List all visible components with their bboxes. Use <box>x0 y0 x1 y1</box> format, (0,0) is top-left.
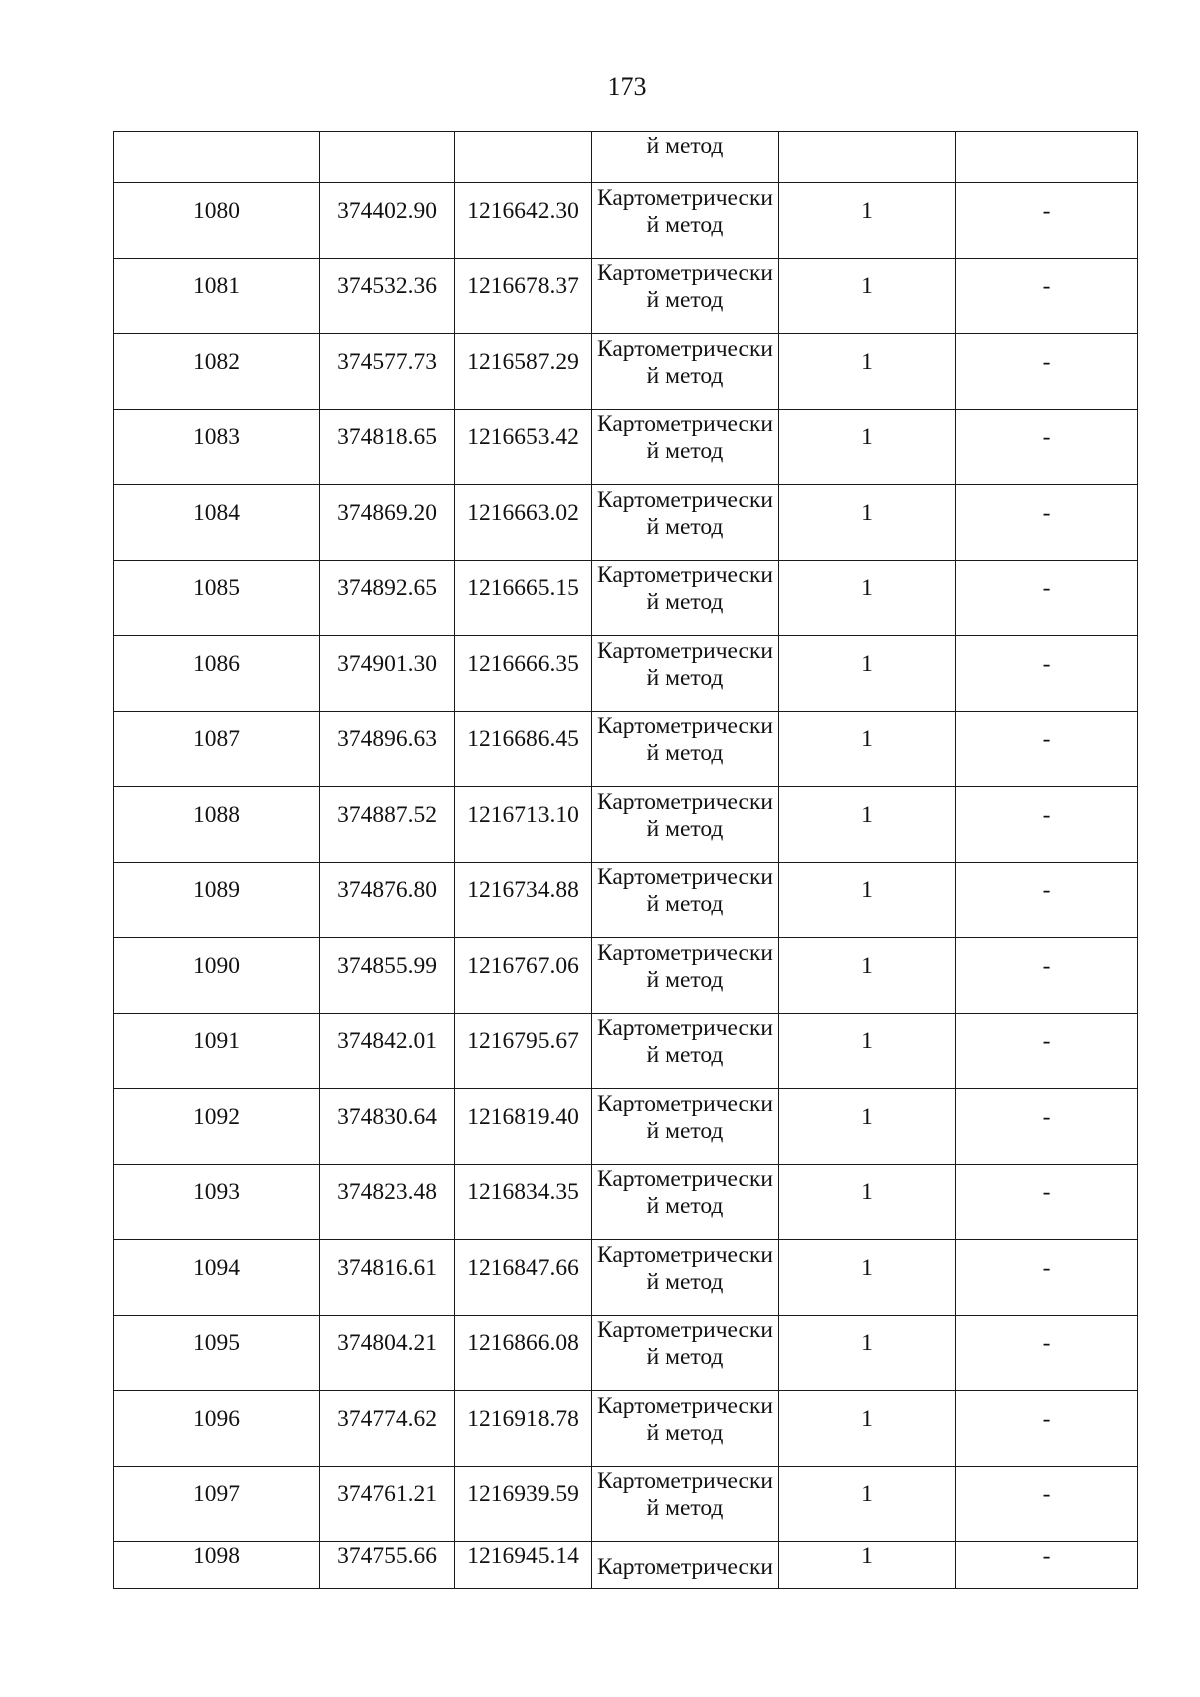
coordinates-table <box>113 131 1138 1589</box>
method-line: Картометрически <box>597 1317 773 1343</box>
coord-x: 374892.65 <box>337 575 437 601</box>
accuracy-cell <box>779 560 956 636</box>
accuracy-cell <box>779 183 956 259</box>
accuracy: 1 <box>861 348 873 375</box>
note-cell <box>956 1315 1138 1391</box>
method-line: й метод <box>646 1419 724 1446</box>
coord-x: 374755.66 <box>337 1542 437 1569</box>
point-number: 1097 <box>193 1481 240 1507</box>
method-line: Картометрически <box>597 1553 773 1580</box>
method-cell <box>592 1542 779 1589</box>
coord-y-cell <box>455 711 592 787</box>
table-row <box>114 1013 1138 1089</box>
table-row <box>114 1466 1138 1542</box>
method-cell <box>592 862 779 938</box>
coord-x-cell <box>320 1164 455 1240</box>
note-cell <box>956 1466 1138 1542</box>
accuracy: 1 <box>861 575 873 601</box>
point-number: 1093 <box>193 1179 240 1205</box>
method-line: Картометрически <box>597 1241 773 1268</box>
coord-y-cell <box>455 1089 592 1165</box>
method-cell <box>592 1164 779 1240</box>
method-line: й метод <box>646 362 724 389</box>
method-line: Картометрически <box>597 562 773 588</box>
accuracy-cell <box>779 1164 956 1240</box>
point-number-cell <box>114 183 320 259</box>
accuracy: 1 <box>861 499 873 526</box>
coord-x: 374823.48 <box>337 1179 437 1205</box>
coord-y: 1216767.06 <box>467 952 579 979</box>
note-cell <box>956 132 1138 183</box>
method-line: й метод <box>646 891 724 917</box>
coord-y: 1216587.29 <box>467 348 579 375</box>
coord-y-cell <box>455 132 592 183</box>
page-number: 173 <box>607 72 647 101</box>
table-row <box>114 711 1138 787</box>
coord-x-cell <box>320 258 455 334</box>
accuracy-cell <box>779 409 956 485</box>
accuracy: 1 <box>861 1103 873 1130</box>
accuracy-cell <box>779 711 956 787</box>
coord-y: 1216918.78 <box>467 1405 579 1432</box>
point-number: 1088 <box>193 801 240 828</box>
point-number: 1090 <box>193 952 240 979</box>
table-row <box>114 258 1138 334</box>
accuracy-cell <box>779 485 956 561</box>
method-line: Картометрически <box>597 788 773 815</box>
coord-x: 374901.30 <box>337 650 437 677</box>
accuracy-cell <box>779 1466 956 1542</box>
coord-y-cell <box>455 1391 592 1467</box>
note: - <box>1042 952 1051 979</box>
coord-y-cell <box>455 862 592 938</box>
coord-x-cell <box>320 132 455 183</box>
coord-y: 1216642.30 <box>467 197 579 224</box>
coord-y-cell <box>455 334 592 410</box>
method-cell <box>592 636 779 712</box>
note: - <box>1042 575 1051 601</box>
point-number-cell <box>114 409 320 485</box>
coord-x: 374818.65 <box>337 424 437 450</box>
point-number-cell <box>114 1315 320 1391</box>
point-number-cell <box>114 711 320 787</box>
method-line: Картометрически <box>597 184 773 211</box>
accuracy: 1 <box>861 424 873 450</box>
accuracy-cell <box>779 1315 956 1391</box>
method-line: Картометрически <box>597 1015 773 1041</box>
table-row <box>114 1240 1138 1316</box>
point-number-cell <box>114 485 320 561</box>
note: - <box>1042 1254 1051 1281</box>
method-line: Картометрически <box>597 713 773 739</box>
point-number: 1094 <box>193 1254 240 1281</box>
coord-x-cell <box>320 334 455 410</box>
coord-x: 374876.80 <box>337 877 437 903</box>
table-row <box>114 938 1138 1014</box>
coord-x-cell <box>320 787 455 863</box>
accuracy: 1 <box>861 1028 873 1054</box>
coord-y-cell <box>455 258 592 334</box>
point-number-cell <box>114 334 320 410</box>
point-number-cell <box>114 1089 320 1165</box>
coord-y-cell <box>455 1542 592 1589</box>
table-row <box>114 1391 1138 1467</box>
coord-x: 374887.52 <box>337 801 437 828</box>
coord-y: 1216686.45 <box>467 726 579 752</box>
accuracy: 1 <box>861 1542 873 1569</box>
note: - <box>1042 348 1051 375</box>
note-cell <box>956 1391 1138 1467</box>
method-line: й метод <box>646 966 724 993</box>
note-cell <box>956 409 1138 485</box>
method-line: й метод <box>646 1193 724 1219</box>
note: - <box>1042 726 1051 752</box>
table-row <box>114 862 1138 938</box>
coord-x: 374774.62 <box>337 1405 437 1432</box>
coord-y: 1216666.35 <box>467 650 579 677</box>
coord-x: 374830.64 <box>337 1103 437 1130</box>
method-cell <box>592 787 779 863</box>
note-cell <box>956 560 1138 636</box>
coord-y-cell <box>455 183 592 259</box>
point-number: 1086 <box>193 650 240 677</box>
coord-y-cell <box>455 1466 592 1542</box>
note-cell <box>956 938 1138 1014</box>
coord-y-cell <box>455 1164 592 1240</box>
note: - <box>1042 877 1051 903</box>
coord-y: 1216819.40 <box>467 1103 579 1130</box>
note: - <box>1042 1481 1051 1507</box>
coord-y: 1216678.37 <box>467 273 579 299</box>
table-row <box>114 560 1138 636</box>
note-cell <box>956 1164 1138 1240</box>
point-number: 1080 <box>193 197 240 224</box>
coord-x: 374855.99 <box>337 952 437 979</box>
coord-x-cell <box>320 1542 455 1589</box>
point-number-cell <box>114 1013 320 1089</box>
point-number: 1089 <box>193 877 240 903</box>
method-line: й метод <box>646 1117 724 1144</box>
coord-y-cell <box>455 485 592 561</box>
coord-x-cell <box>320 1315 455 1391</box>
note: - <box>1042 197 1051 224</box>
method-line: Картометрически <box>597 335 773 362</box>
point-number-cell <box>114 132 320 183</box>
point-number: 1095 <box>193 1330 240 1356</box>
point-number: 1085 <box>193 575 240 601</box>
note-cell <box>956 1240 1138 1316</box>
method-cell <box>592 711 779 787</box>
coord-x: 374761.21 <box>337 1481 437 1507</box>
note: - <box>1042 273 1051 299</box>
coord-y-cell <box>455 1013 592 1089</box>
coord-y: 1216734.88 <box>467 877 579 903</box>
method-line: Картометрически <box>597 637 773 664</box>
accuracy: 1 <box>861 197 873 224</box>
coord-x: 374816.61 <box>337 1254 437 1281</box>
note-cell <box>956 862 1138 938</box>
coord-y: 1216663.02 <box>467 499 579 526</box>
coord-x-cell <box>320 1013 455 1089</box>
point-number: 1081 <box>193 273 240 299</box>
coord-y: 1216834.35 <box>467 1179 579 1205</box>
accuracy-cell <box>779 636 956 712</box>
method-line: й метод <box>646 815 724 842</box>
method-cell <box>592 1466 779 1542</box>
note: - <box>1042 1330 1051 1356</box>
coord-x: 374896.63 <box>337 726 437 752</box>
note: - <box>1042 1179 1051 1205</box>
point-number: 1087 <box>193 726 240 752</box>
coord-y: 1216939.59 <box>467 1481 579 1507</box>
note-cell <box>956 787 1138 863</box>
table-row <box>114 334 1138 410</box>
method-cell <box>592 485 779 561</box>
point-number: 1083 <box>193 424 240 450</box>
coord-x: 374804.21 <box>337 1330 437 1356</box>
coord-y-cell <box>455 938 592 1014</box>
coord-x: 374577.73 <box>337 348 437 375</box>
method-line: Картометрически <box>597 1468 773 1494</box>
coord-y-cell <box>455 409 592 485</box>
accuracy: 1 <box>861 952 873 979</box>
coord-x-cell <box>320 1466 455 1542</box>
table-row-continued <box>114 132 1138 183</box>
point-number: 1082 <box>193 348 240 375</box>
method-line: й метод <box>646 1268 724 1295</box>
table-row <box>114 183 1138 259</box>
accuracy-cell <box>779 1089 956 1165</box>
method-line: й метод <box>646 664 724 691</box>
point-number-cell <box>114 636 320 712</box>
coord-x: 374532.36 <box>337 273 437 299</box>
coord-x-cell <box>320 636 455 712</box>
coord-x-cell <box>320 1391 455 1467</box>
coord-x-cell <box>320 1089 455 1165</box>
coord-x-cell <box>320 409 455 485</box>
accuracy-cell <box>779 1542 956 1589</box>
note-cell <box>956 183 1138 259</box>
table-row-last <box>114 1542 1138 1589</box>
coord-x-cell <box>320 1240 455 1316</box>
note: - <box>1042 499 1051 526</box>
method-cell <box>592 560 779 636</box>
coord-y: 1216713.10 <box>467 801 579 828</box>
coord-x: 374842.01 <box>337 1028 437 1054</box>
coord-y-cell <box>455 1240 592 1316</box>
coord-y-cell <box>455 636 592 712</box>
accuracy: 1 <box>861 1405 873 1432</box>
method-line: й метод <box>646 133 724 159</box>
accuracy: 1 <box>861 1481 873 1507</box>
coord-y-cell <box>455 1315 592 1391</box>
method-line: Картометрически <box>597 1392 773 1419</box>
note: - <box>1042 650 1051 677</box>
coord-y: 1216665.15 <box>467 575 579 601</box>
table-row <box>114 1315 1138 1391</box>
coord-y: 1216795.67 <box>467 1028 579 1054</box>
accuracy: 1 <box>861 1330 873 1356</box>
note-cell <box>956 1542 1138 1589</box>
note: - <box>1042 801 1051 828</box>
accuracy-cell <box>779 1391 956 1467</box>
coord-x-cell <box>320 560 455 636</box>
method-cell <box>592 334 779 410</box>
note: - <box>1042 1542 1051 1569</box>
point-number-cell <box>114 787 320 863</box>
coord-x-cell <box>320 183 455 259</box>
accuracy: 1 <box>861 650 873 677</box>
coord-y: 1216866.08 <box>467 1330 579 1356</box>
accuracy-cell <box>779 862 956 938</box>
method-line: Картометрически <box>597 939 773 966</box>
method-line: й метод <box>646 211 724 238</box>
note-cell <box>956 258 1138 334</box>
method-line: Картометрически <box>597 864 773 890</box>
coord-y-cell <box>455 560 592 636</box>
method-line: Картометрически <box>597 1090 773 1117</box>
table-row <box>114 1164 1138 1240</box>
point-number: 1096 <box>193 1405 240 1432</box>
note: - <box>1042 424 1051 450</box>
note-cell <box>956 1013 1138 1089</box>
coord-y: 1216847.66 <box>467 1254 579 1281</box>
accuracy: 1 <box>861 877 873 903</box>
method-line: й метод <box>646 1495 724 1521</box>
method-cell <box>592 132 779 183</box>
method-cell <box>592 183 779 259</box>
method-line: й метод <box>646 438 724 464</box>
method-line: й метод <box>646 513 724 540</box>
point-number: 1092 <box>193 1103 240 1130</box>
accuracy: 1 <box>861 1179 873 1205</box>
method-cell <box>592 1391 779 1467</box>
coord-x-cell <box>320 938 455 1014</box>
note-cell <box>956 1089 1138 1165</box>
accuracy-cell <box>779 258 956 334</box>
accuracy: 1 <box>861 273 873 299</box>
note: - <box>1042 1103 1051 1130</box>
table-row <box>114 1089 1138 1165</box>
accuracy: 1 <box>861 726 873 752</box>
point-number: 1091 <box>193 1028 240 1054</box>
method-cell <box>592 1089 779 1165</box>
method-cell <box>592 1013 779 1089</box>
accuracy-cell <box>779 1240 956 1316</box>
accuracy: 1 <box>861 1254 873 1281</box>
method-line: Картометрически <box>597 411 773 437</box>
point-number-cell <box>114 1542 320 1589</box>
coord-x: 374402.90 <box>337 197 437 224</box>
method-line: Картометрически <box>597 1166 773 1192</box>
accuracy-cell <box>779 132 956 183</box>
point-number-cell <box>114 560 320 636</box>
method-cell <box>592 1240 779 1316</box>
note: - <box>1042 1028 1051 1054</box>
method-cell <box>592 409 779 485</box>
coord-x-cell <box>320 862 455 938</box>
note-cell <box>956 485 1138 561</box>
accuracy: 1 <box>861 801 873 828</box>
point-number-cell <box>114 1164 320 1240</box>
coord-y-cell <box>455 787 592 863</box>
table-row <box>114 787 1138 863</box>
coord-x-cell <box>320 485 455 561</box>
coord-y: 1216945.14 <box>467 1542 579 1569</box>
note-cell <box>956 711 1138 787</box>
accuracy-cell <box>779 938 956 1014</box>
table-row <box>114 485 1138 561</box>
point-number-cell <box>114 1466 320 1542</box>
method-line: Картометрически <box>597 486 773 513</box>
coord-x-cell <box>320 711 455 787</box>
point-number-cell <box>114 938 320 1014</box>
method-line: й метод <box>646 589 724 615</box>
method-cell <box>592 1315 779 1391</box>
note: - <box>1042 1405 1051 1432</box>
method-line: й метод <box>646 1344 724 1370</box>
accuracy-cell <box>779 334 956 410</box>
coord-y: 1216653.42 <box>467 424 579 450</box>
point-number: 1098 <box>193 1542 240 1569</box>
method-cell <box>592 938 779 1014</box>
method-line: Картометрически <box>597 260 773 286</box>
method-line: й метод <box>646 1042 724 1068</box>
note-cell <box>956 334 1138 410</box>
table-row <box>114 636 1138 712</box>
point-number-cell <box>114 1391 320 1467</box>
table-row <box>114 409 1138 485</box>
accuracy-cell <box>779 1013 956 1089</box>
method-line: й метод <box>646 287 724 313</box>
method-cell <box>592 258 779 334</box>
method-line: й метод <box>646 740 724 766</box>
accuracy-cell <box>779 787 956 863</box>
point-number: 1084 <box>193 499 240 526</box>
point-number-cell <box>114 1240 320 1316</box>
point-number-cell <box>114 862 320 938</box>
coord-x: 374869.20 <box>337 499 437 526</box>
point-number-cell <box>114 258 320 334</box>
note-cell <box>956 636 1138 712</box>
